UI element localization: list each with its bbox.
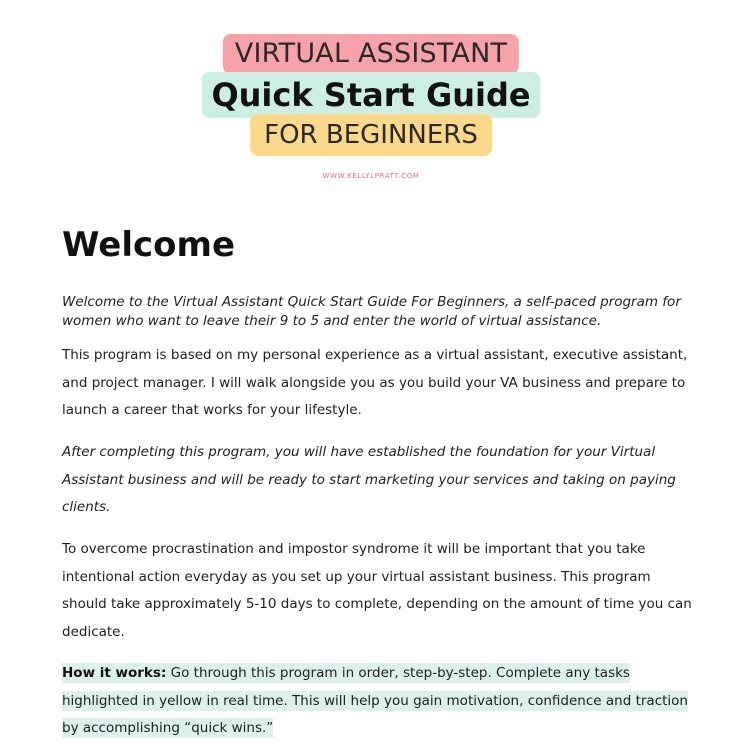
page-title: Welcome <box>62 225 236 265</box>
paragraph-experience: This program is based on my personal experience as a virtual assistant, executive assistant, and project manager. I will walk alongside you as you build your VA business and prepare to launch a career that works for your lifestyle. <box>62 347 688 418</box>
intro-paragraph: Welcome to the Virtual Assistant Quick Start Guide For Beginners, a self-paced program for women who want to leave their 9 to 5 and enter the world of virtual assistance. <box>62 294 681 329</box>
website-link[interactable]: WWW.KELLYLPRATT.COM <box>322 172 420 180</box>
paragraph-outcome: After completing this program, you will have established the foundation for your Virtual Assistant business and will be ready to start marketing your services and taking on paying clients. <box>62 444 676 515</box>
how-it-works-highlight <box>62 663 688 738</box>
title-line-virtual-assistant: VIRTUAL ASSISTANT <box>223 34 519 74</box>
how-it-works-text: Go through this program in order, step-by-step. Complete any tasks highlighted in yellow in real time. This will help you gain motivation, confidence and traction by accomplishing “quick wins.” <box>62 665 688 736</box>
title-banner <box>0 0 742 190</box>
paragraph-how-it-works <box>62 660 692 743</box>
how-it-works-label: How it works: <box>62 665 167 681</box>
document-body <box>62 222 692 736</box>
paragraph-action: To overcome procrastination and impostor syndrome it will be important that you take intentional action everyday as you set up your virtual assistant business. This program should take approximately 5-10 days to complete, depending on the amount of time you can dedicate. <box>62 541 692 640</box>
title-line-for-beginners: FOR BEGINNERS <box>250 114 492 156</box>
title-line-quick-start-guide: Quick Start Guide <box>201 72 540 118</box>
